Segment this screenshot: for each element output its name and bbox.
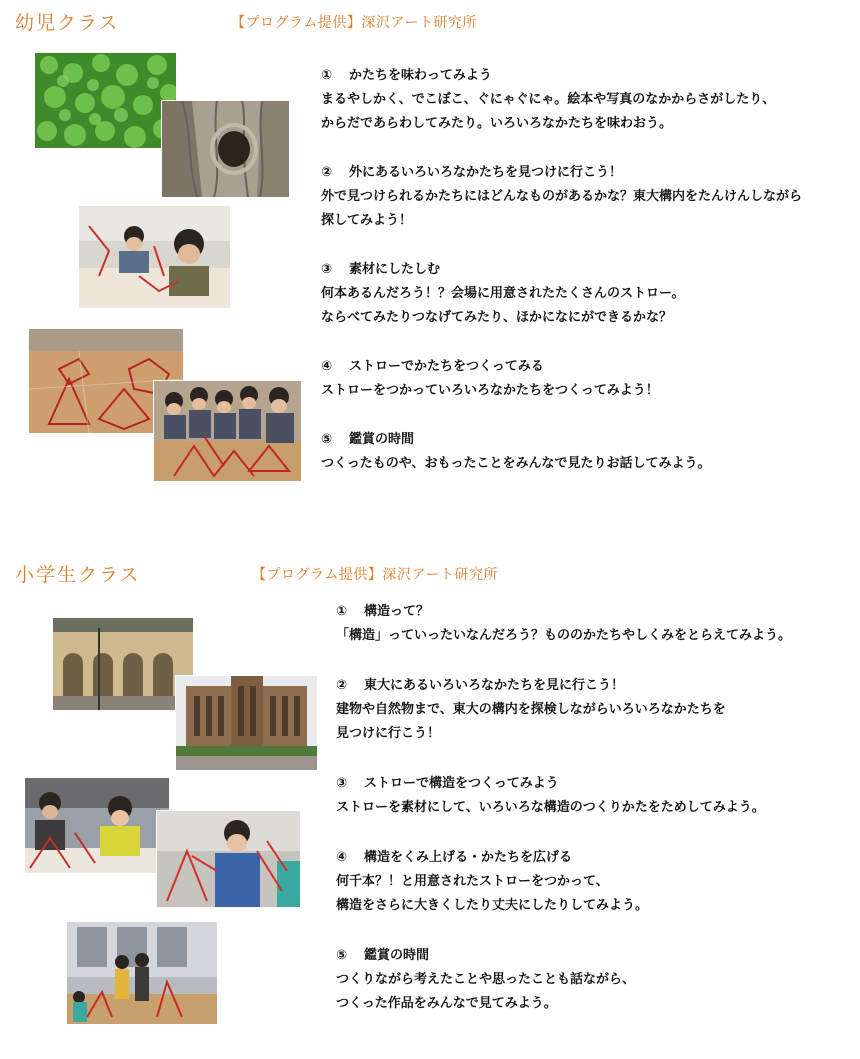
infant-program-provider: 【プログラム提供】深沢アート研究所 bbox=[231, 15, 477, 31]
step-description: 構造をさらに大きくしたり丈夫にしたりしてみよう。 bbox=[336, 898, 649, 913]
step-description: ならべてみたりつなげてみたり、ほかになにができるかな？ bbox=[321, 310, 673, 325]
step-number: ⑤ bbox=[336, 948, 348, 963]
infant-step-1 bbox=[321, 64, 856, 136]
step-description: 建物や自然物まで、東大の構内を探検しながらいろいろなかたちを bbox=[336, 702, 726, 717]
step-title: かたちを味わってみよう bbox=[349, 68, 492, 83]
step-number: ② bbox=[336, 678, 348, 693]
elementary-step-1 bbox=[336, 600, 856, 648]
tree-hollow-photo bbox=[161, 100, 290, 198]
step-title: 鑑賞の時間 bbox=[364, 948, 430, 963]
step-description: ストローをつかっていろいろなかたちをつくってみよう！ bbox=[321, 383, 659, 398]
step-title: 東大にあるいろいろなかたちを見に行こう！ bbox=[364, 678, 625, 693]
large-straw-structure-photo bbox=[66, 921, 218, 1025]
infant-step-list bbox=[321, 64, 856, 501]
step-description: 探してみよう！ bbox=[321, 213, 413, 228]
elementary-class-title: 小学生クラス bbox=[15, 564, 141, 586]
step-title: 鑑賞の時間 bbox=[349, 432, 415, 447]
elementary-step-3 bbox=[336, 772, 856, 820]
step-description: ストローを素材にして、いろいろな構造のつくりかたをためしてみよう。 bbox=[336, 800, 765, 815]
infant-step-4 bbox=[321, 355, 856, 403]
step-description: 外で見つけられるかたちにはどんなものがあるかな？東大構内をたんけんしながら bbox=[321, 189, 803, 204]
infant-class-title: 幼児クラス bbox=[15, 12, 120, 34]
elementary-step-2 bbox=[336, 674, 856, 746]
step-number: ③ bbox=[321, 262, 333, 277]
kids-with-straws-photo bbox=[78, 205, 231, 309]
step-title: 構造をくみ上げる・かたちを広げる bbox=[364, 850, 573, 865]
step-number: ② bbox=[321, 165, 333, 180]
yasuda-auditorium-photo bbox=[175, 675, 318, 771]
elementary-kids-straws-photo bbox=[24, 777, 170, 874]
step-number: ③ bbox=[336, 776, 348, 791]
step-description: 何千本？！と用意されたストローをつかって、 bbox=[336, 874, 609, 889]
elementary-step-list bbox=[336, 600, 856, 1042]
infant-class-section bbox=[0, 0, 860, 520]
step-number: ④ bbox=[336, 850, 348, 865]
step-title: 素材にしたしむ bbox=[349, 262, 441, 277]
step-number: ④ bbox=[321, 359, 333, 374]
infant-step-5 bbox=[321, 428, 856, 476]
step-description: 「構造」っていったいなんだろう？もののかたちやしくみをとらえてみよう。 bbox=[336, 628, 792, 643]
step-description: 見つけに行こう！ bbox=[336, 726, 441, 741]
step-title: 構造って？ bbox=[364, 604, 430, 619]
clover-photo bbox=[34, 52, 177, 149]
elementary-class-section bbox=[0, 552, 860, 1059]
step-title: 外にあるいろいろなかたちを見つけに行こう！ bbox=[349, 165, 623, 180]
step-description: まるやしかく、でこぼこ、ぐにゃぐにゃ。絵本や写真のなかからさがしたり、 bbox=[321, 92, 776, 107]
step-description: つくりながら考えたことや思ったことも話ながら、 bbox=[336, 972, 636, 987]
step-number: ① bbox=[321, 68, 333, 83]
elementary-step-4 bbox=[336, 846, 856, 918]
step-description: つくった作品をみんなで見てみよう。 bbox=[336, 996, 557, 1011]
elementary-step-5 bbox=[336, 944, 856, 1016]
step-description: からだであらわしてみたり。いろいろなかたちを味わおう。 bbox=[321, 116, 673, 131]
arcade-building-photo bbox=[52, 617, 194, 711]
step-number: ⑤ bbox=[321, 432, 333, 447]
step-title: ストローでかたちをつくってみる bbox=[349, 359, 544, 374]
step-description: 何本あるんだろう！？会場に用意されたたくさんのストロー。 bbox=[321, 286, 685, 301]
infant-step-2 bbox=[321, 161, 856, 233]
step-title: ストローで構造をつくってみよう bbox=[364, 776, 559, 791]
step-description: つくったものや、おもったことをみんなで見たりお話してみよう。 bbox=[321, 456, 711, 471]
infant-step-3 bbox=[321, 258, 856, 330]
step-number: ① bbox=[336, 604, 348, 619]
boy-with-straws-photo bbox=[156, 810, 301, 908]
kids-building-photo bbox=[153, 380, 302, 482]
elementary-program-provider: 【プログラム提供】深沢アート研究所 bbox=[252, 567, 498, 583]
